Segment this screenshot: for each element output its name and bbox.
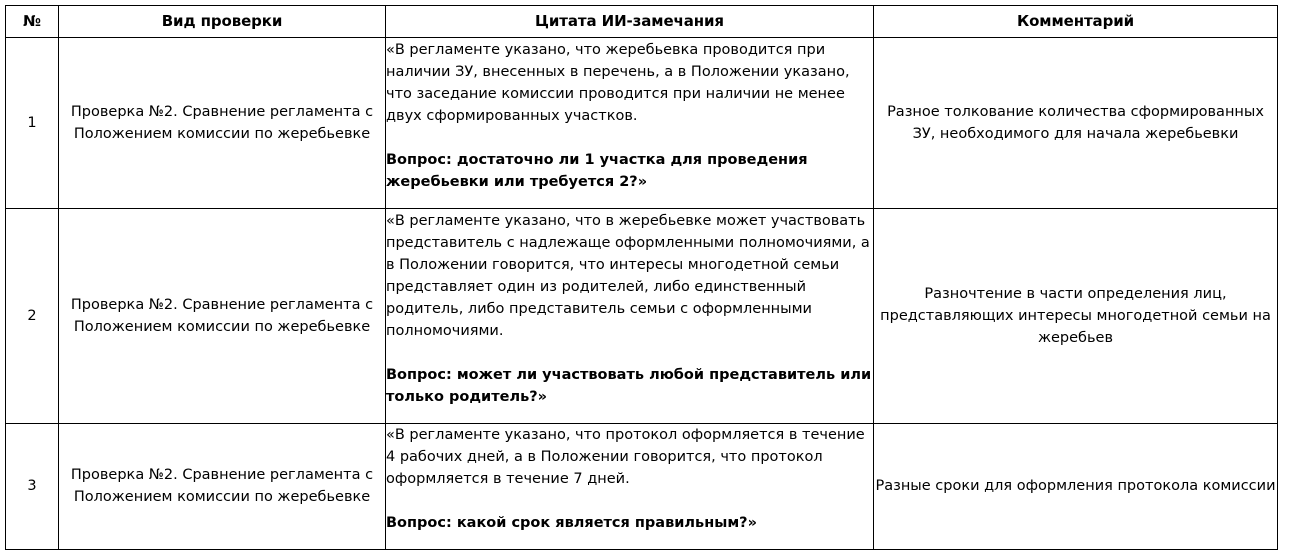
comment-cell: Разные сроки для оформления протокола комиссии — [874, 424, 1278, 550]
column-header-check-type: Вид проверки — [59, 6, 386, 38]
table-header — [6, 6, 1278, 38]
column-header-number: № — [6, 6, 59, 38]
column-header-ai-quote: Цитата ИИ-замечания — [386, 6, 874, 38]
ai-quote-cell — [386, 424, 874, 550]
ai-quote-question: Вопрос: может ли участвовать любой представитель или только родитель?» — [386, 366, 872, 405]
ai-quote-question: Вопрос: какой срок является правильным?» — [386, 515, 757, 532]
row-number: 2 — [6, 209, 59, 424]
check-type-cell — [59, 38, 386, 209]
table-row — [6, 424, 1278, 550]
check-type-line-1: Проверка №2. Сравнение регламента с — [70, 103, 374, 120]
check-type-cell — [59, 424, 386, 550]
comment-cell: Разное толкование количества сформированных ЗУ, необходимого для начала жеребьевки — [874, 38, 1278, 209]
column-header-comment: Комментарий — [874, 6, 1278, 38]
table-row — [6, 209, 1278, 424]
ai-quote-cell — [386, 38, 874, 209]
check-type-line-2: Положением комиссии по жеребьевке — [73, 489, 371, 506]
check-type-line-2: Положением комиссии по жеребьевке — [73, 319, 371, 335]
ai-quote-text: «В регламенте указано, что в жеребьевке может участвовать представитель с надлежаще оформленными полномочиями, а в Положении говорится, что интересы многодетной семьи представляет один из родителей, либо единственный родитель, либо представитель семьи с оформленными полномочиями. — [386, 212, 870, 339]
table-header-row — [6, 6, 1278, 38]
check-type-cell — [59, 209, 386, 424]
findings-table — [5, 5, 1278, 550]
table-body — [6, 38, 1278, 550]
ai-quote-cell — [386, 209, 874, 424]
ai-quote-question: Вопрос: достаточно ли 1 участка для проведения жеребьевки или требуется 2?» — [386, 151, 808, 190]
ai-quote-text: «В регламенте указано, что протокол оформляется в течение 4 рабочих дней, а в Положении говорится, что протокол оформляется в течение 7 дней. — [386, 427, 865, 488]
row-number: 3 — [6, 424, 59, 550]
comment-cell: Разночтение в части определения лиц, представляющих интересы многодетной семьи на жеребьев — [874, 209, 1278, 424]
check-type-line-1: Проверка №2. Сравнение регламента с — [70, 296, 374, 313]
row-number: 1 — [6, 38, 59, 209]
check-type-line-1: Проверка №2. Сравнение регламента с — [70, 467, 374, 484]
check-type-line-2: Положением комиссии по жеребьевке — [73, 126, 371, 142]
table-row — [6, 38, 1278, 209]
ai-quote-text: «В регламенте указано, что жеребьевка проводится при наличии ЗУ, внесенных в перечень, а в Положении указано, что заседание комиссии проводится при наличии не менее двух сформированных участков. — [386, 41, 850, 124]
